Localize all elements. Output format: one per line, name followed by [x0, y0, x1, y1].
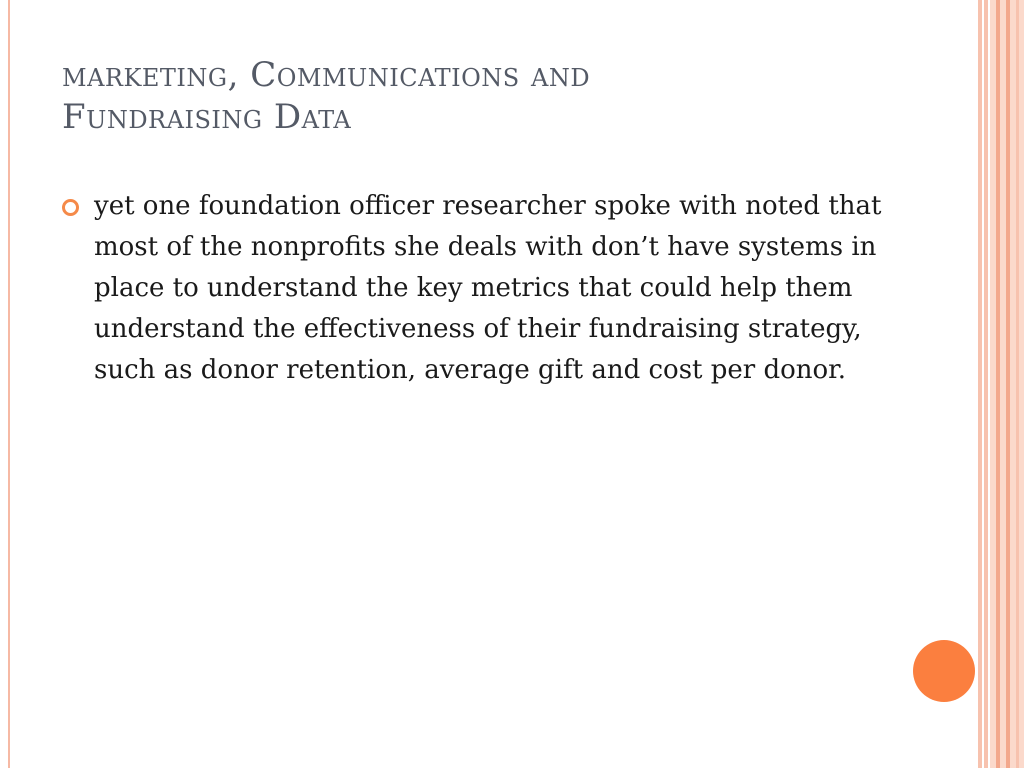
bullet-list [62, 186, 882, 391]
slide-title-line-2: Fundraising Data [62, 97, 352, 137]
bullet-text: yet one foundation officer researcher spoke with noted that most of the nonprofits she deals with don’t have systems in place to understand the key metrics that could help them understand the effectiveness of their fundraising strategy, such as donor retention, average gift and cost per donor. [94, 191, 882, 385]
right-border-stripe [1006, 0, 1010, 768]
right-border-stripe [1016, 0, 1019, 768]
right-border-stripe [978, 0, 982, 768]
list-item [62, 186, 882, 391]
orange-circle-decoration [913, 640, 975, 702]
ring-bullet-icon [62, 199, 79, 216]
slide-title-line-1: marketing, Communications and [62, 55, 591, 95]
right-border-stripe [984, 0, 988, 768]
slide-title [62, 54, 942, 138]
right-border-stripe [996, 0, 1000, 768]
left-border-line [8, 0, 10, 768]
